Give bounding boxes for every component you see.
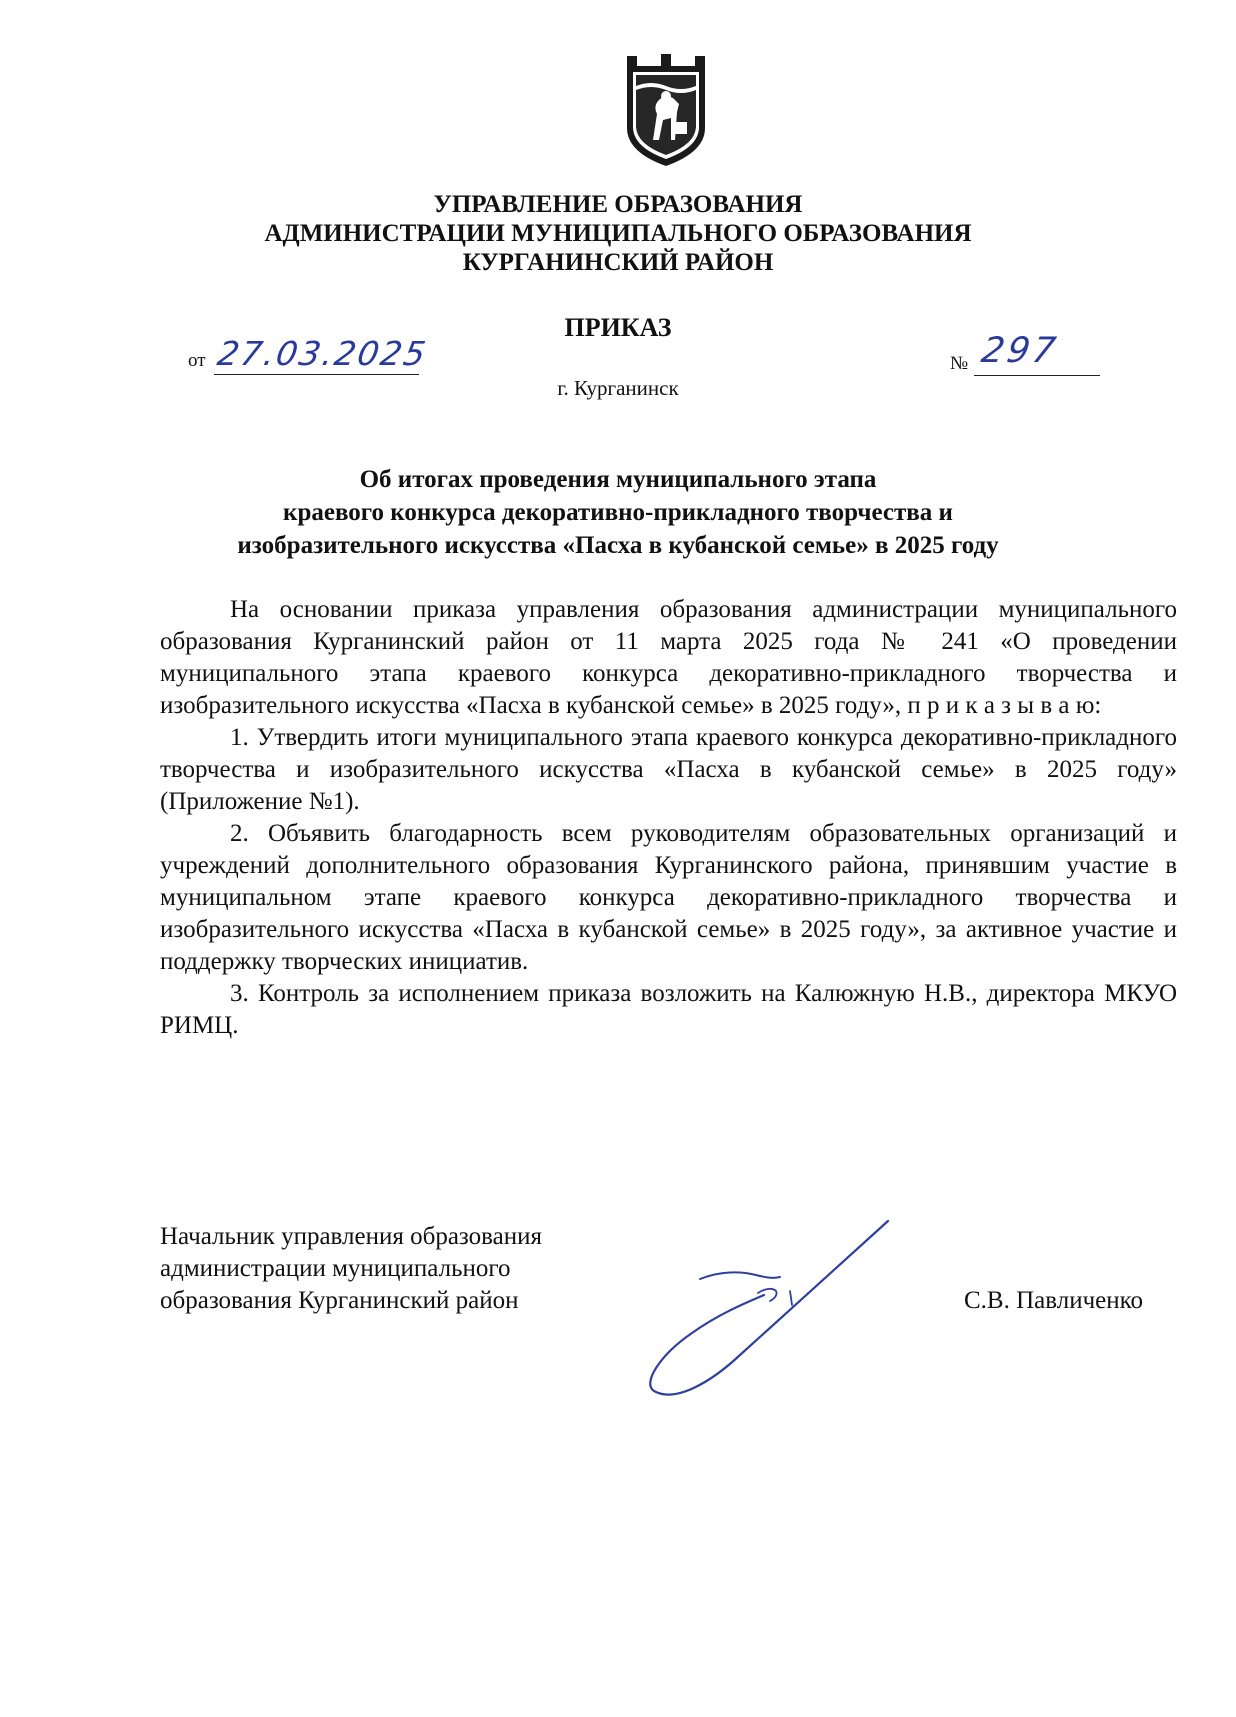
org-line-1: УПРАВЛЕНИЕ ОБРАЗОВАНИЯ xyxy=(433,191,803,218)
signatory-title-line-3: образования Курганинский район xyxy=(160,1287,519,1314)
handwritten-date: 27.03.2025 xyxy=(214,334,431,373)
subject-line-3: изобразительного искусства «Пасха в кубанской семье» в 2025 году xyxy=(237,532,999,559)
order-title: ПРИКАЗ xyxy=(564,313,672,342)
item-3-paragraph: 3. Контроль за исполнением приказа возложить на Калюжную Н.В., директора МКУО РИМЦ. xyxy=(160,980,1177,1039)
handwritten-signature xyxy=(640,1215,900,1405)
signatory-title-line-1: Начальник управления образования xyxy=(160,1223,542,1250)
date-underline xyxy=(214,374,419,375)
city: г. Курганинск xyxy=(557,376,679,400)
item-1-paragraph: 1. Утвердить итоги муниципального этапа краевого конкурса декоративно-прикладного творчества и изобразительного искусства «Пасха в кубанской семье» в 2025 году» (Приложение №1). xyxy=(160,724,1177,815)
number-label: № xyxy=(950,353,969,374)
subject-line-1: Об итогах проведения муниципального этапа xyxy=(359,466,877,493)
order-body xyxy=(160,594,1177,1042)
item-2-paragraph: 2. Объявить благодарность всем руководителям образовательных организаций и учреждений дополнительного образования Курганинского района, принявшим участие в муниципальном этапе краевого конкурса декоративно-прикладного творчества и изобразительного искусства «Пасха в кубанской семье» в 2025 году», за активное участие и поддержку творческих инициатив. xyxy=(160,820,1177,975)
order-subject xyxy=(0,463,1236,562)
signatory-name: С.В. Павличенко xyxy=(964,1287,1144,1314)
date-label: от xyxy=(188,350,206,371)
signatory-title-line-2: администрации муниципального xyxy=(160,1255,511,1282)
subject-line-2: краевого конкурса декоративно-прикладного творчества и xyxy=(283,499,953,526)
preamble-paragraph: На основании приказа управления образования администрации муниципального образования Курганинский район от 11 марта 2025 года № 241 «О проведении муниципального этапа краевого конкурса декоративно-прикладного творчества и изобразительного искусства «Пасха в кубанской семье» в 2025 году», п р и к а з ы в а ю: xyxy=(160,596,1177,719)
org-line-3: КУРГАНИНСКИЙ РАЙОН xyxy=(462,249,774,276)
handwritten-number: 297 xyxy=(978,331,1062,371)
organization-header xyxy=(0,190,1236,277)
org-line-2: АДМИНИСТРАЦИИ МУНИЦИПАЛЬНОГО ОБРАЗОВАНИЯ xyxy=(264,220,972,247)
kurganinsk-coat-of-arms-icon xyxy=(623,52,709,170)
signatory-title xyxy=(160,1221,542,1317)
